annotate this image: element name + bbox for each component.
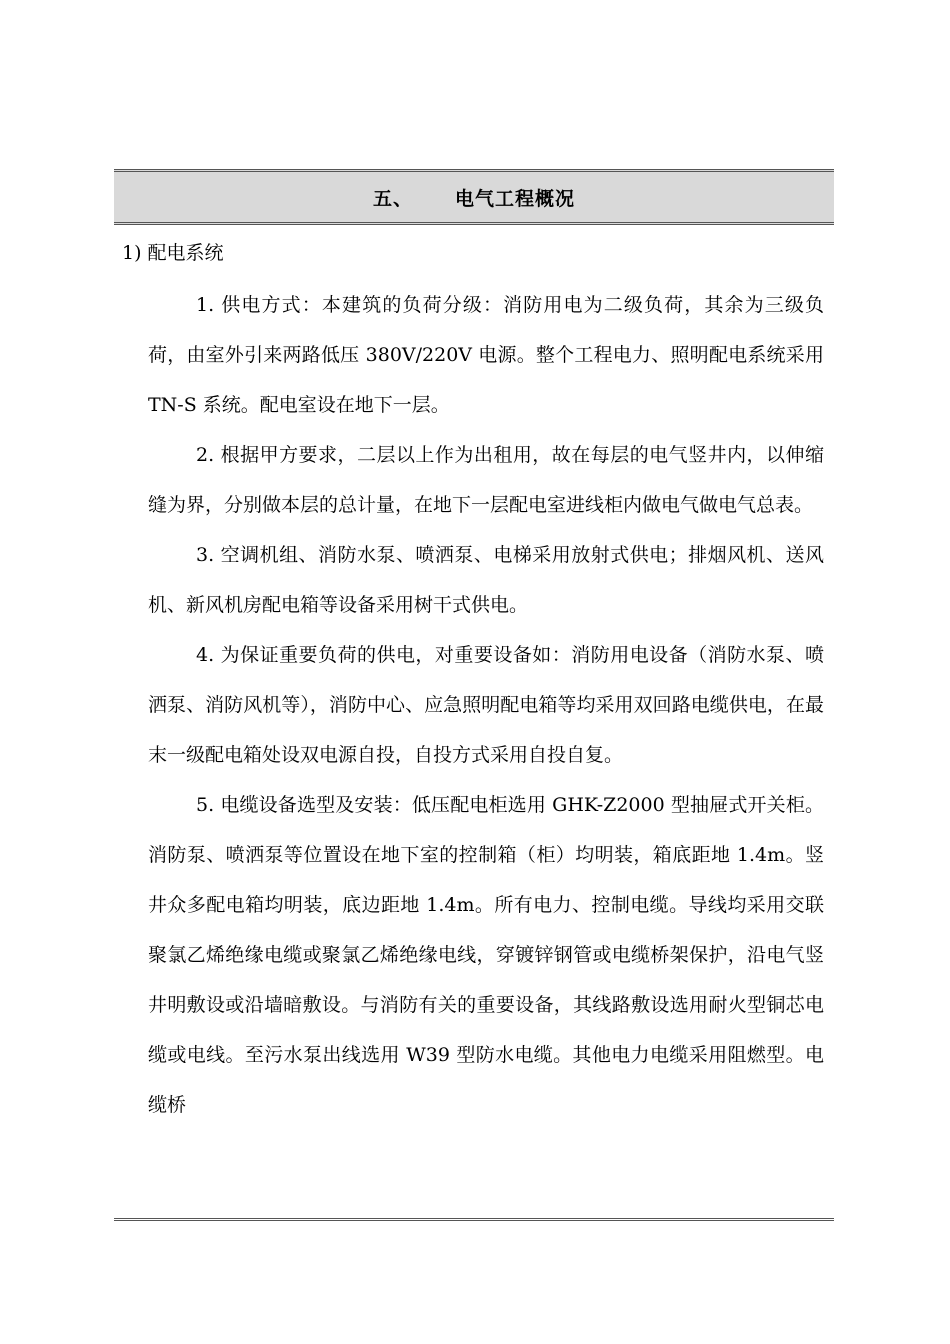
body-text [148, 280, 824, 1130]
section-title-text: 电气工程概况 [455, 187, 576, 210]
paragraph-4: 4. 为保证重要负荷的供电，对重要设备如：消防用电设备（消防水泵、喷洒泵、消防风机等），消防中心、应急照明配电箱等均采用双回路电缆供电，在最末一级配电箱处设双电源自投，自投方式采用自投自复。 [148, 644, 824, 766]
section-number: 五、 [372, 187, 413, 210]
page-bottom-rule [114, 1218, 834, 1221]
paragraph-1: 1. 供电方式：本建筑的负荷分级：消防用电为二级负荷，其余为三级负荷，由室外引来两路低压 380V/220V 电源。整个工程电力、照明配电系统采用 TN-S 系统。配电室设在地下一层。 [148, 294, 824, 416]
subheading: 1) 配电系统 [122, 242, 224, 264]
paragraph-2: 2. 根据甲方要求，二层以上作为出租用，故在每层的电气竖井内，以伸缩缝为界，分别做本层的总计量，在地下一层配电室进线柜内做电气做电气总表。 [148, 444, 824, 516]
paragraph-3: 3. 空调机组、消防水泵、喷洒泵、电梯采用放射式供电；排烟风机、送风机、新风机房配电箱等设备采用树干式供电。 [148, 544, 824, 616]
paragraph-5: 5. 电缆设备选型及安装：低压配电柜选用 GHK-Z2000 型抽屉式开关柜。消防泵、喷洒泵等位置设在地下室的控制箱（柜）均明装，箱底距地 1.4m。竖井众多配电箱均明装，底边距地 1.4m。所有电力、控制电缆。导线均采用交联聚氯乙烯绝缘电缆或聚氯乙烯绝缘电线，穿镀锌钢管或电缆桥架保护，沿电气竖井明敷设或沿墙暗敷设。与消防有关的重要设备，其线路敷设选用耐火型铜芯电缆或电线。至污水泵出线选用 W39 型防水电缆。其他电力电缆采用阻燃型。电缆桥 [148, 794, 824, 1116]
